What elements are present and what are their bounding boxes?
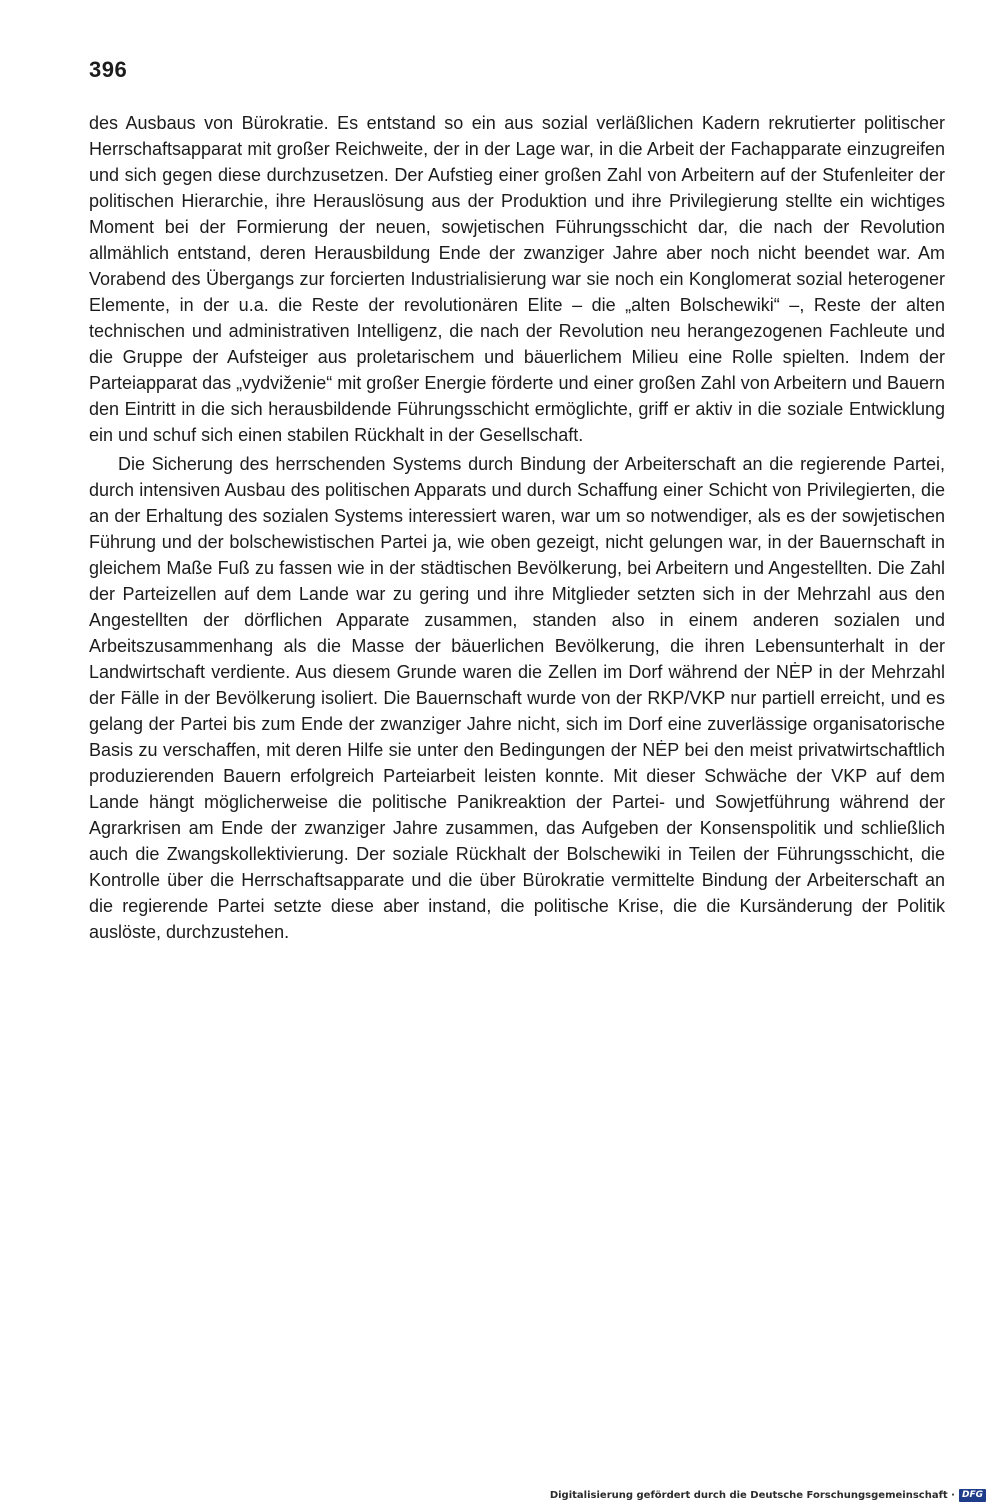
dfg-logo-icon: DFG [959,1489,986,1502]
body-text [89,110,945,945]
page-number: 396 [89,57,128,82]
digitization-footer [550,1489,986,1502]
paragraph-1: des Ausbaus von Bürokratie. Es entstand so ein aus sozial verläßlichen Kadern rekrutierter politischer Herrschaftsapparat mit großer Reichweite, der in der Lage war, in die Arbeit der Fachapparate einzugreifen und sich gegen diese durchzusetzen. Der Aufstieg einer großen Zahl von Arbeitern auf der Stufenleiter der politischen Hierarchie, ihre Herauslösung aus der Produktion und ihre Privilegierung stellte ein wichtiges Moment bei der Formierung der neuen, sowjetischen Führungsschicht dar, die nach der Revolution allmählich entstand, deren Herausbildung Ende der zwanziger Jahre aber noch nicht beendet war. Am Vorabend des Übergangs zur forcierten Industrialisierung war sie noch ein Konglomerat sozial heterogener Elemente, in der u.a. die Reste der revolutionären Elite – die „alten Bolschewiki“ –, Reste der alten technischen und administrativen Intelligenz, die nach der Revolution neu herangezogenen Fachleute und die Gruppe der Aufsteiger aus proletarischem und bäuerlichem Milieu eine Rolle spielten. Indem der Parteiapparat das „vydviženie“ mit großer Energie förderte und einer großen Zahl von Arbeitern und Bauern den Eintritt in die sich herausbildende Führungsschicht ermöglichte, griff er aktiv in die soziale Entwicklung ein und schuf sich einen stabilen Rückhalt in der Gesellschaft. [89,113,945,445]
footer-credit: Digitalisierung gefördert durch die Deutsche Forschungsgemeinschaft · [549,1490,955,1501]
paragraph-2: Die Sicherung des herrschenden Systems durch Bindung der Arbeiterschaft an die regierende Partei, durch intensiven Ausbau des politischen Apparats und durch Schaffung einer Schicht von Privilegierten, die an der Erhaltung des sozialen Systems interessiert waren, war um so notwendiger, als es der sowjetischen Führung und der bolschewistischen Partei ja, wie oben gezeigt, nicht gelungen war, in der Bauernschaft in gleichem Maße Fuß zu fassen wie in der städtischen Bevölkerung, bei Arbeitern und Angestellten. Die Zahl der Parteizellen auf dem Lande war zu gering und ihre Mitglieder setzten sich in der Mehrzahl aus den Angestellten der dörflichen Apparate zusammen, standen also in einem anderen sozialen und Arbeitszusammenhang als die Masse der bäuerlichen Bevölkerung, die ihren Lebensunterhalt in der Landwirtschaft verdiente. Aus diesem Grunde waren die Zellen im Dorf während der NĖP in der Mehrzahl der Fälle in der Bevölkerung isoliert. Die Bauernschaft wurde von der RKP/VKP nur partiell erreicht, und es gelang der Partei bis zum Ende der zwanziger Jahre nicht, sich im Dorf eine zuverlässige organisatorische Basis zu verschaffen, mit deren Hilfe sie unter den Bedingungen der NĖP bei den meist privatwirtschaftlich produzierenden Bauern erfolgreich Parteiarbeit leisten konnte. Mit dieser Schwäche der VKP auf dem Lande hängt möglicherweise die politische Panikreaktion der Partei- und Sowjetführung während der Agrarkrisen am Ende der zwanziger Jahre zusammen, das Aufgeben der Konsenspolitik und schließlich auch die Zwangskollektivierung. Der soziale Rückhalt der Bolschewiki in Teilen der Führungsschicht, die Kontrolle über die Herrschaftsapparate und die über Bürokratie vermittelte Bindung der Arbeiterschaft an die regierende Partei setzte diese aber instand, die politische Krise, die die Kursänderung der Politik auslöste, durchzustehen. [89,454,945,942]
